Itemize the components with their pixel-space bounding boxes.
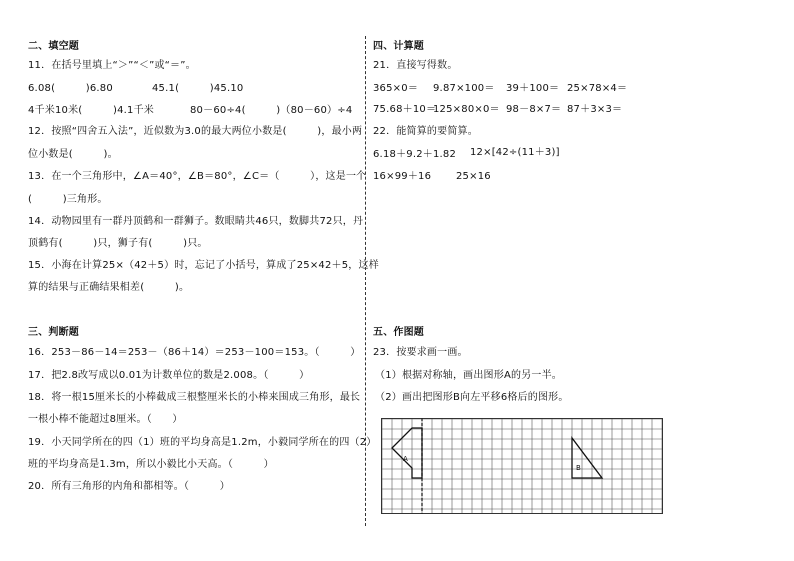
figure-a-half bbox=[392, 428, 422, 478]
q22-item: 25×16 bbox=[456, 171, 491, 182]
question-11-a: 6.08( )6.80 bbox=[28, 83, 113, 94]
q21-item: 98－8×7＝ bbox=[506, 104, 562, 115]
section-calculation-title: 四、计算题 bbox=[373, 41, 424, 52]
question-11-c: 4千米10米( )4.1千米 bbox=[28, 105, 154, 116]
question-14-line2: 顶鹤有( )只，狮子有( )只。 bbox=[28, 238, 208, 249]
question-16: 16．253－86－14＝253－（86＋14）＝253－100＝153。（ ） bbox=[28, 347, 361, 358]
question-13-line1: 13．在一个三角形中，∠A＝40°，∠B＝80°，∠C＝（ ），这是一个 bbox=[28, 171, 367, 182]
q21-item: 9.87×100＝ bbox=[433, 83, 495, 94]
question-21: 21．直接写得数。 bbox=[373, 60, 458, 71]
question-17: 17．把2.8改写成以0.01为计数单位的数是2.008。（ ） bbox=[28, 370, 310, 381]
q22-item: 12×[42÷(11＋3)] bbox=[470, 147, 560, 158]
question-22: 22．能简算的要简算。 bbox=[373, 126, 478, 137]
drawing-grid bbox=[381, 418, 666, 516]
q21-item: 75.68＋10＝ bbox=[373, 104, 437, 115]
section-fill-blank-title: 二、填空题 bbox=[28, 41, 79, 52]
question-12-line1: 12．按照“四舍五入法”，近似数为3.0的最大两位小数是( )，最小两 bbox=[28, 126, 363, 137]
section-drawing-title: 五、作图题 bbox=[373, 327, 424, 338]
question-18-line2: 一根小棒不能超过8厘米。（ ） bbox=[28, 414, 183, 425]
question-23: 23．按要求画一画。 bbox=[373, 347, 468, 358]
grid-lines bbox=[382, 419, 662, 514]
question-15-line2: 算的结果与正确结果相差( )。 bbox=[28, 282, 190, 293]
question-23-part1: （1）根据对称轴，画出图形A的另一半。 bbox=[375, 370, 563, 381]
question-11-d: 80－60÷4( )（80－60）÷4 bbox=[190, 105, 353, 116]
q21-item: 25×78×4＝ bbox=[567, 83, 628, 94]
q21-item: 87＋3×3＝ bbox=[567, 104, 623, 115]
section-judge-title: 三、判断题 bbox=[28, 327, 79, 338]
q21-item: 365×0＝ bbox=[373, 83, 419, 94]
question-13-line2: ( )三角形。 bbox=[28, 194, 108, 205]
q22-item: 16×99＋16 bbox=[373, 171, 432, 182]
q21-item: 39＋100＝ bbox=[506, 83, 560, 94]
question-18-line1: 18．将一根15厘米长的小棒截成三根整厘米长的小棒来围成三角形，最长 bbox=[28, 392, 361, 403]
question-15-line1: 15．小海在计算25×（42＋5）时，忘记了小括号，算成了25×42＋5，这样 bbox=[28, 260, 379, 271]
question-19-line2: 班的平均身高是1.3m，所以小毅比小天高。（ ） bbox=[28, 459, 274, 470]
question-11-b: 45.1( )45.10 bbox=[152, 83, 244, 94]
question-19-line1: 19．小天同学所在的四（1）班的平均身高是1.2m，小毅同学所在的四（2） bbox=[28, 437, 377, 448]
question-12-line2: 位小数是( )。 bbox=[28, 149, 118, 160]
figure-a-label: A bbox=[403, 455, 408, 463]
figure-b-label: B bbox=[576, 464, 581, 472]
figure-b-triangle bbox=[572, 438, 602, 478]
column-divider bbox=[365, 36, 366, 526]
question-11: 11．在括号里填上“＞”“＜”或“＝”。 bbox=[28, 60, 196, 71]
q21-item: 125×80×0＝ bbox=[433, 104, 500, 115]
question-20: 20．所有三角形的内角和都相等。（ ） bbox=[28, 481, 230, 492]
question-23-part2: （2）画出把图形B向左平移6格后的图形。 bbox=[375, 392, 569, 403]
question-14-line1: 14．动物园里有一群丹顶鹤和一群狮子。数眼睛共46只，数脚共72只，丹 bbox=[28, 216, 364, 227]
q22-item: 6.18＋9.2＋1.82 bbox=[373, 149, 457, 160]
